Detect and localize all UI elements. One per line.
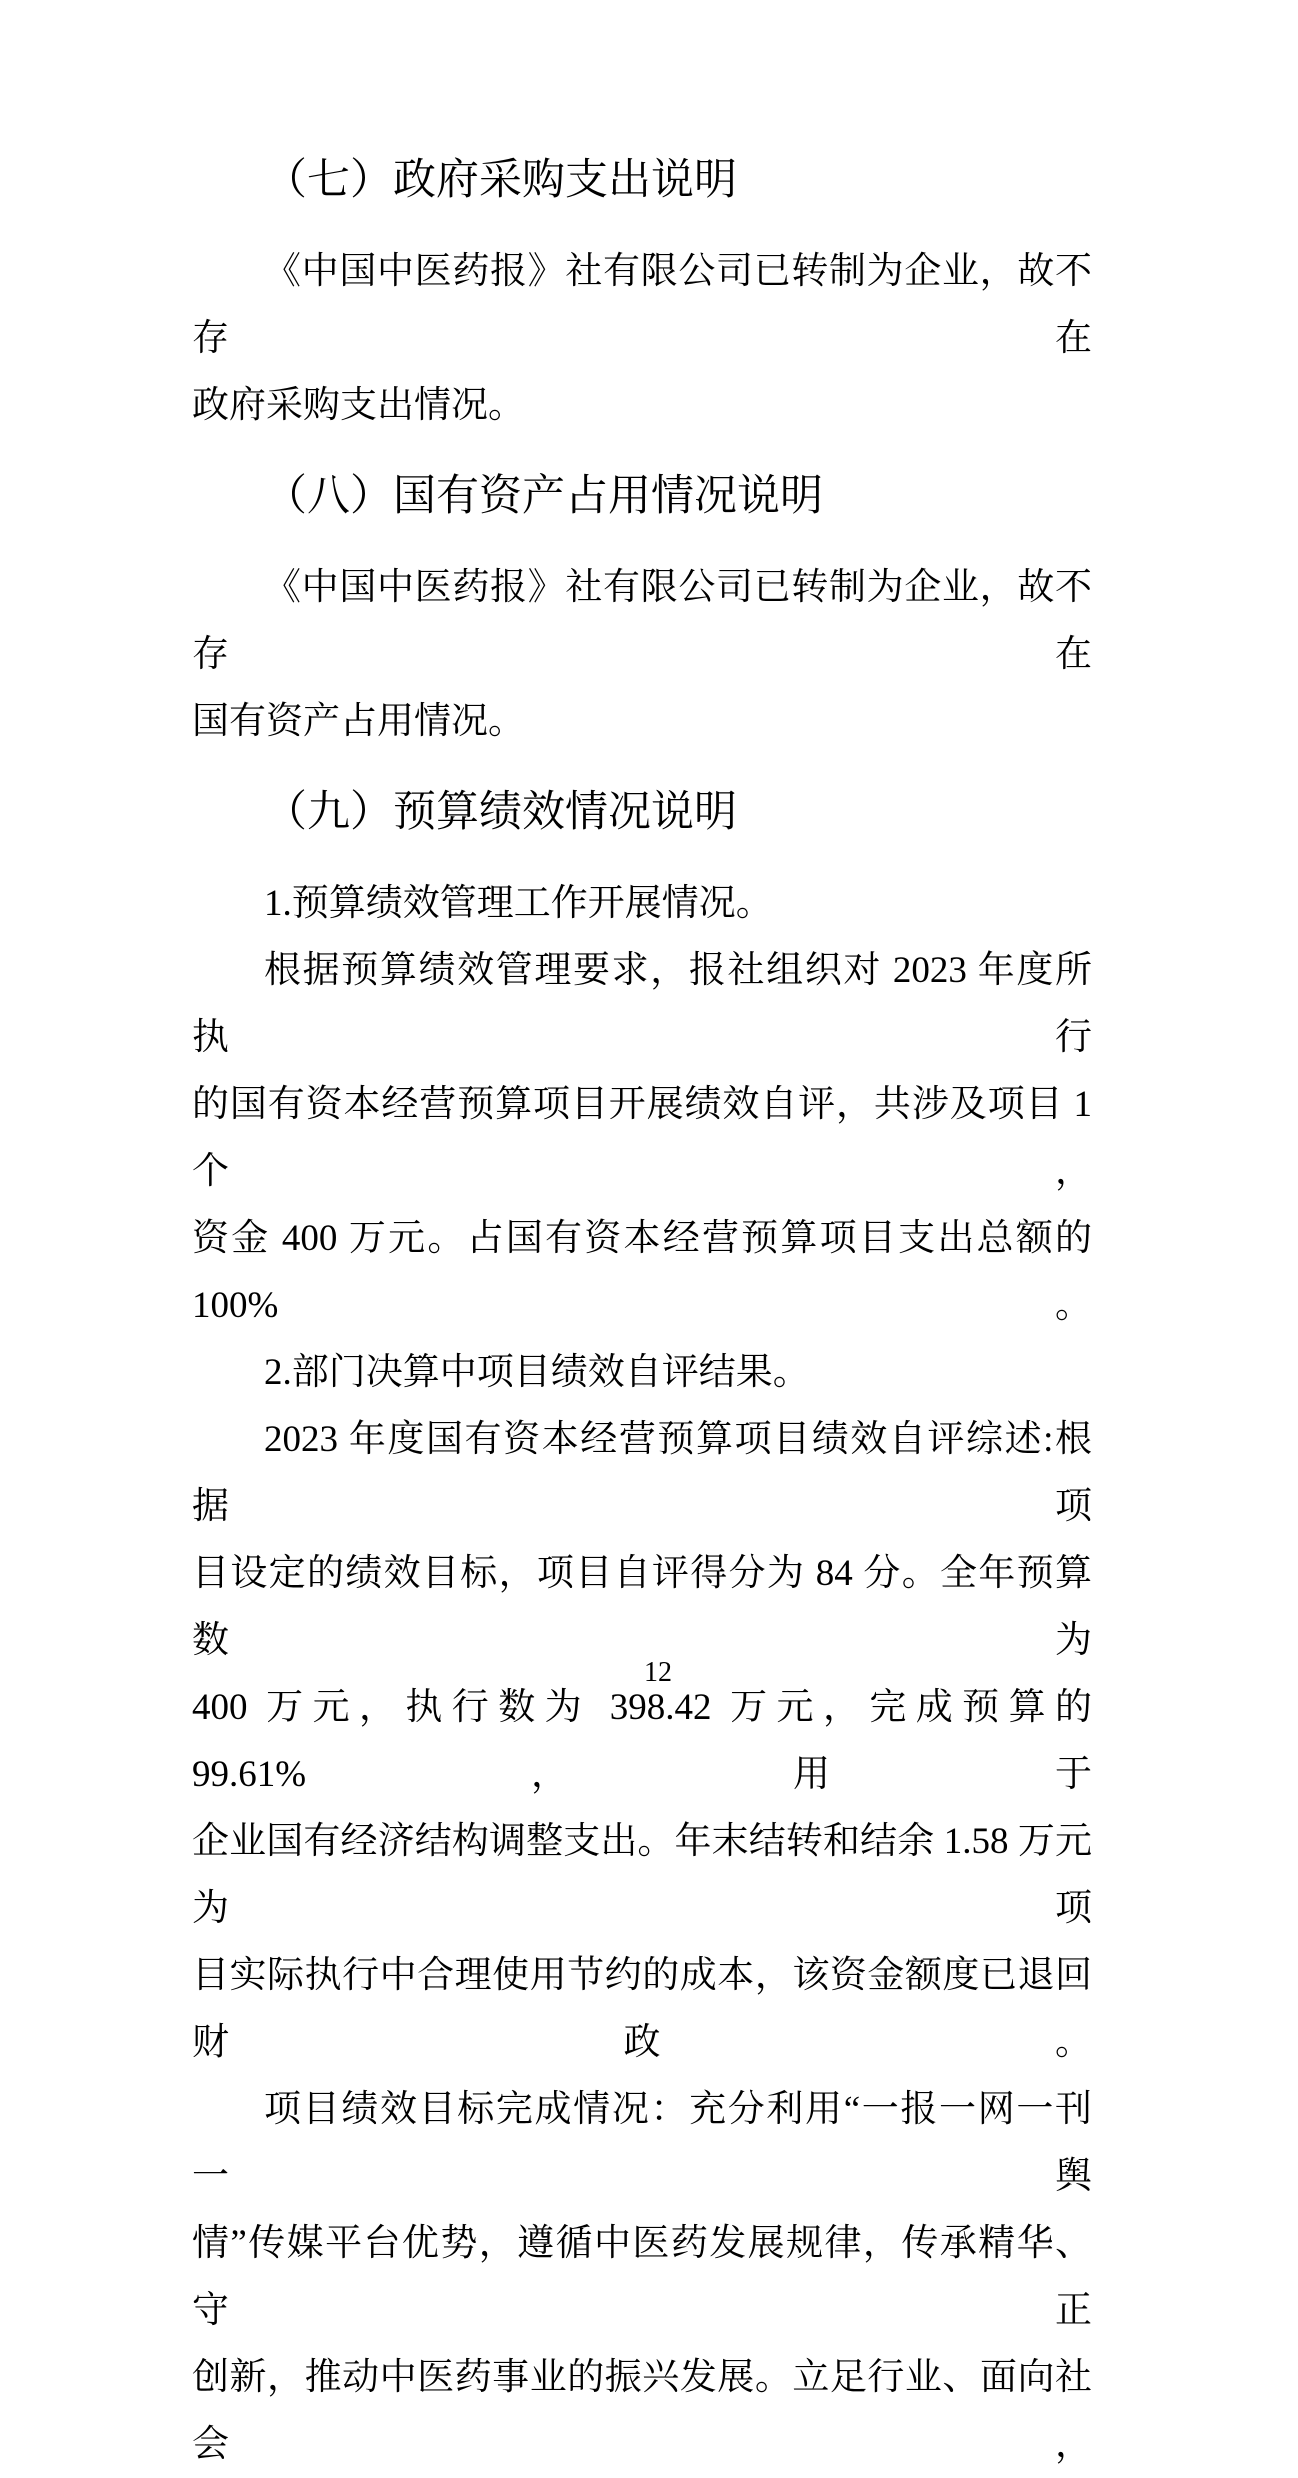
paragraph-line: 根据预算绩效管理要求，报社组织对 2023 年度所执行 xyxy=(192,950,1092,1058)
page-number: 12 xyxy=(644,1657,672,1688)
paragraph-line: 创新，推动中医药事业的振兴发展。立足行业、面向社会， xyxy=(192,2357,1092,2465)
paragraph-line: 的国有资本经营预算项目开展绩效自评，共涉及项目 1 个， xyxy=(192,1084,1092,1192)
paragraph-line: 政府采购支出情况。 xyxy=(192,385,525,426)
paragraph-line: 项目绩效目标完成情况：充分利用“一报一网一刊一舆 xyxy=(192,2089,1092,2197)
paragraph-line: 情”传媒平台优势，遵循中医药发展规律，传承精华、守正 xyxy=(192,2223,1092,2331)
list-item-2: 2.部门决算中项目绩效自评结果。 xyxy=(264,1352,810,1393)
heading-section-7: （七）政府采购支出说明 xyxy=(264,157,737,204)
paragraph-line: 目实际执行中合理使用节约的成本，该资金额度已退回财政。 xyxy=(192,1955,1092,2063)
paragraph-line: 《中国中医药报》社有限公司已转制为企业，故不存在 xyxy=(192,567,1092,675)
heading-section-9: （九）预算绩效情况说明 xyxy=(264,789,737,836)
paragraph-line: 资金 400 万元。占国有资本经营预算项目支出总额的 100%。 xyxy=(192,1218,1092,1326)
paragraph-line: 《中国中医药报》社有限公司已转制为企业，故不存在 xyxy=(192,251,1092,359)
paragraph-line: 目设定的绩效目标，项目自评得分为 84 分。全年预算数为 xyxy=(192,1553,1092,1661)
paragraph-line: 2023 年度国有资本经营预算项目绩效自评综述:根据项 xyxy=(192,1419,1092,1527)
paragraph-line: 400 万元，执行数为 398.42 万元，完成预算的 99.61%，用于 xyxy=(192,1687,1092,1795)
paragraph-line: 企业国有经济结构调整支出。年末结转和结余 1.58 万元为项 xyxy=(192,1821,1092,1929)
heading-section-8: （八）国有资产占用情况说明 xyxy=(264,473,823,520)
list-item-1: 1.预算绩效管理工作开展情况。 xyxy=(264,883,773,924)
document-body xyxy=(192,123,1092,2478)
paragraph-line: 国有资产占用情况。 xyxy=(192,701,525,742)
